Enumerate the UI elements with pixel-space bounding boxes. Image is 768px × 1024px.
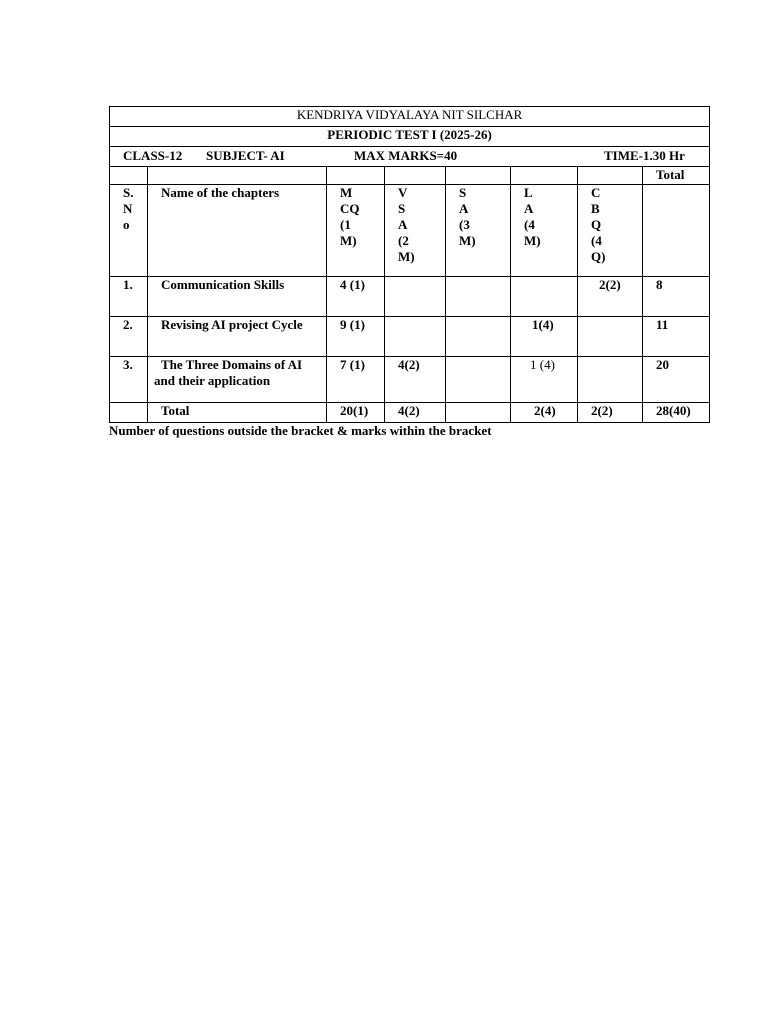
info-row: [110, 147, 710, 167]
table-row: [110, 317, 710, 357]
totals-sa: [446, 403, 511, 423]
sa-header: SA(3M): [459, 185, 476, 248]
blueprint-table: [109, 106, 710, 423]
row-mcq: 7 (1): [327, 357, 385, 403]
totals-row: [110, 403, 710, 423]
row-sa: [446, 277, 511, 317]
totals-mcq: 20(1): [327, 403, 385, 423]
class-label: CLASS-12: [123, 148, 183, 163]
totals-label: Total: [148, 403, 327, 423]
row-chapter-line1: The Three Domains of AI: [161, 357, 303, 372]
subject-label: SUBJECT- AI: [206, 148, 285, 163]
test-row: [110, 127, 710, 147]
row-sno: 3.: [110, 357, 148, 403]
row-sno: 1.: [110, 277, 148, 317]
totals-vsa: 4(2): [385, 403, 446, 423]
row-total: 8: [643, 277, 710, 317]
la-header: LA(4M): [524, 185, 541, 248]
row-cbq: 2(2): [578, 277, 643, 317]
row-chapter: Revising AI project Cycle: [148, 317, 327, 357]
row-la: 1 (4): [511, 357, 578, 403]
table-row: [110, 357, 710, 403]
row-chapter: [148, 357, 327, 403]
row-mcq: 4 (1): [327, 277, 385, 317]
title-row: [110, 107, 710, 127]
row-total: 20: [643, 357, 710, 403]
question-paper-blueprint: [109, 106, 709, 439]
row-vsa: [385, 277, 446, 317]
max-marks-label: MAX MARKS=40: [354, 148, 458, 163]
cbq-header: CBQ(4Q): [591, 185, 606, 264]
row-chapter-line2: and their application: [154, 373, 271, 388]
row-sno: 2.: [110, 317, 148, 357]
mcq-header: MCQ(1M): [340, 185, 360, 248]
school-name: KENDRIYA VIDYALAYA NIT SILCHAR: [110, 107, 710, 127]
total-header-row: [110, 167, 710, 185]
row-vsa: 4(2): [385, 357, 446, 403]
table-row: [110, 277, 710, 317]
row-la: [511, 277, 578, 317]
totals-total: 28(40): [643, 403, 710, 423]
totals-cbq: 2(2): [578, 403, 643, 423]
row-vsa: [385, 317, 446, 357]
time-label: TIME-1.30 Hr: [604, 148, 685, 163]
chapter-header: Name of the chapters: [148, 185, 327, 277]
row-sa: [446, 317, 511, 357]
row-cbq: [578, 357, 643, 403]
row-sa: [446, 357, 511, 403]
totals-la: 2(4): [511, 403, 578, 423]
vsa-header: VSA(2M): [398, 185, 415, 264]
test-name: PERIODIC TEST I (2025-26): [110, 127, 710, 147]
row-cbq: [578, 317, 643, 357]
sno-header: S.No: [123, 185, 134, 232]
row-la: 1(4): [511, 317, 578, 357]
row-total: 11: [643, 317, 710, 357]
footnote: Number of questions outside the bracket & marks within the bracket: [109, 423, 492, 438]
row-chapter: Communication Skills: [148, 277, 327, 317]
column-header-row: [110, 185, 710, 277]
row-mcq: 9 (1): [327, 317, 385, 357]
total-column-header: Total: [643, 167, 710, 185]
